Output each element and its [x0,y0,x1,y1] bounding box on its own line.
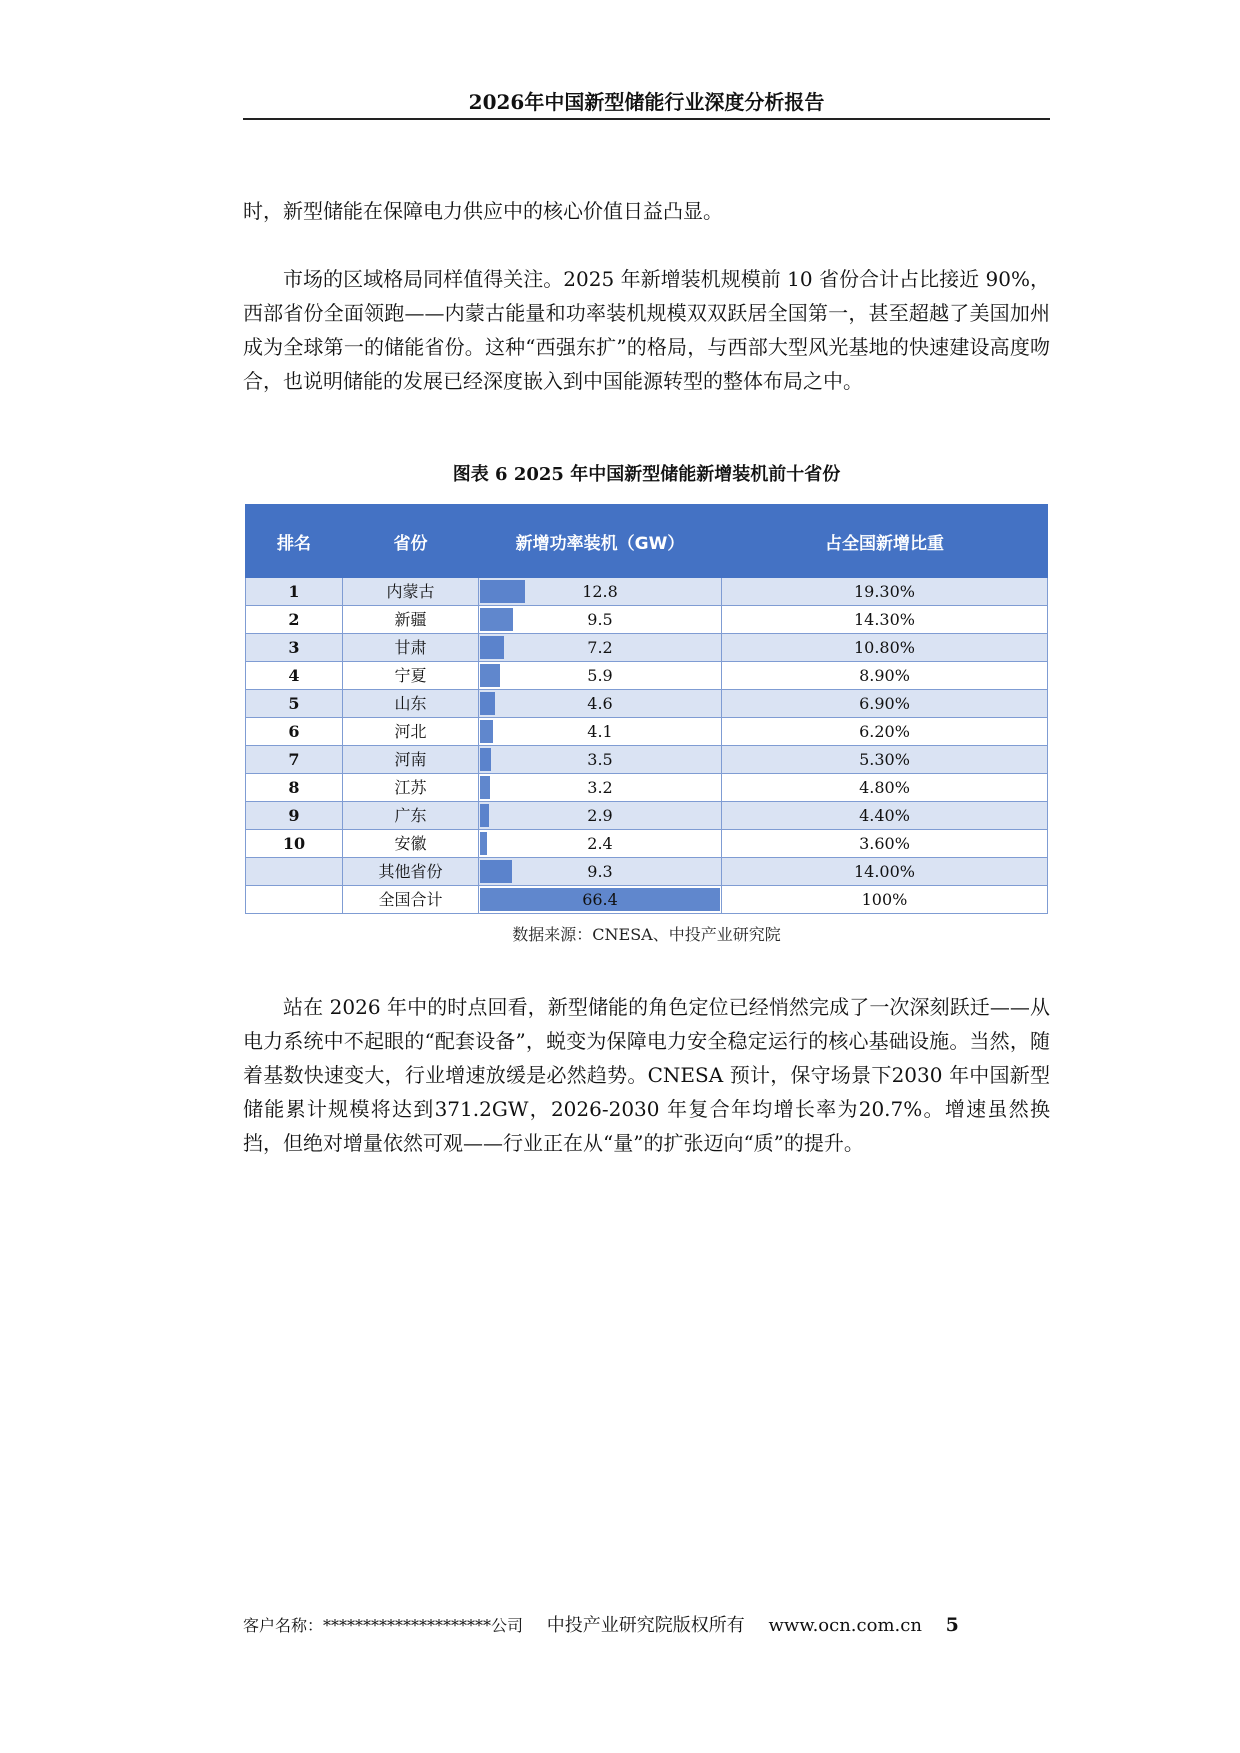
cell-province: 河南 [343,746,479,774]
table-row [246,746,1048,774]
paragraph-2: 市场的区域格局同样值得关注。2025 年新增装机规模前 10 省份合计占比接近 90%，西部省份全面领跑——内蒙古能量和功率装机规模双双跃居全国第一，甚至超越了美国加州成为全球第一的储能省份。这种“西强东扩”的格局，与西部大型风光基地的快速建设高度吻合，也说明储能的发展已经深度嵌入到中国能源转型的整体布局之中。 [243,267,1050,393]
cell-province: 山东 [343,690,479,718]
figure-title: 图表 6 2025 年中国新型储能新增装机前十省份 [452,464,841,485]
table-row [246,634,1048,662]
cell-rank: 5 [246,690,343,718]
footer-client: 客户名称：*********************公司 [243,1616,524,1635]
gw-data-bar [480,776,490,799]
cell-gw [479,858,722,886]
cell-gw [479,690,722,718]
cell-share: 14.30% [722,606,1048,634]
gw-data-bar [480,832,487,855]
table-header-row [246,505,1048,578]
figure-source: 数据来源：CNESA、中投产业研究院 [512,925,781,944]
table-row [246,802,1048,830]
cell-province: 甘肃 [343,634,479,662]
gw-data-bar [480,720,493,743]
cell-province: 广东 [343,802,479,830]
cell-share: 14.00% [722,858,1048,886]
cell-gw [479,774,722,802]
cell-gw [479,886,722,914]
gw-value: 5.9 [587,666,613,685]
cell-share: 8.90% [722,662,1048,690]
header-gw: 新增功率装机（GW） [479,505,722,578]
gw-value: 4.1 [587,722,613,741]
cell-share: 4.80% [722,774,1048,802]
cell-gw [479,606,722,634]
gw-value: 7.2 [587,638,613,657]
footer-copyright: 中投产业研究院版权所有 [546,1615,745,1636]
gw-value: 4.6 [587,694,613,713]
gw-data-bar [480,580,525,603]
gw-value: 66.4 [582,890,618,909]
cell-province: 安徽 [343,830,479,858]
paragraph-3: 站在 2026 年中的时点回看，新型储能的角色定位已经悄然完成了一次深刻跃迁——从电力系统中不起眼的“配套设备”，蜕变为保障电力安全稳定运行的核心基础设施。当然，随着基数快速变大，行业增速放缓是必然趋势。CNESA 预计，保守场景下2030 年中国新型储能累计规模将达到371.2GW，2026-2030 年复合年均增长率为20.7%。增速虽然换挡，但绝对增量依然可观——行业正在从“量”的扩张迈向“质”的提升。 [243,995,1050,1155]
cell-province: 新疆 [343,606,479,634]
page-number: 5 [945,1614,959,1636]
cell-gw [479,746,722,774]
cell-rank [246,886,343,914]
cell-gw [479,830,722,858]
cell-province: 河北 [343,718,479,746]
cell-rank: 7 [246,746,343,774]
cell-gw [479,634,722,662]
province-table [245,504,1048,914]
gw-data-bar [480,664,500,687]
footer-website: www.ocn.com.cn [768,1615,922,1636]
table-row [246,606,1048,634]
table-row [246,886,1048,914]
header-share: 占全国新增比重 [722,505,1048,578]
cell-share: 19.30% [722,578,1048,606]
cell-province: 全国合计 [343,886,479,914]
cell-gw [479,578,722,606]
table-row [246,858,1048,886]
table-row [246,662,1048,690]
paragraph-1: 时，新型储能在保障电力供应中的核心价值日益凸显。 [243,199,723,223]
table-row [246,578,1048,606]
cell-share: 6.20% [722,718,1048,746]
cell-province: 江苏 [343,774,479,802]
cell-rank: 10 [246,830,343,858]
cell-rank: 9 [246,802,343,830]
gw-value: 2.4 [587,834,613,853]
cell-province: 宁夏 [343,662,479,690]
gw-data-bar [480,608,513,631]
cell-gw [479,662,722,690]
cell-province: 内蒙古 [343,578,479,606]
cell-province: 其他省份 [343,858,479,886]
gw-value: 9.3 [587,862,613,881]
cell-share: 4.40% [722,802,1048,830]
cell-share: 3.60% [722,830,1048,858]
gw-value: 9.5 [587,610,613,629]
cell-gw [479,802,722,830]
table-body [246,578,1048,914]
cell-share: 10.80% [722,634,1048,662]
header-rule [243,118,1050,120]
cell-share: 6.90% [722,690,1048,718]
header-province: 省份 [343,505,479,578]
cell-rank: 6 [246,718,343,746]
cell-rank: 1 [246,578,343,606]
cell-rank [246,858,343,886]
table-row [246,690,1048,718]
gw-value: 3.2 [587,778,613,797]
cell-rank: 4 [246,662,343,690]
cell-rank: 2 [246,606,343,634]
table-row [246,718,1048,746]
cell-share: 5.30% [722,746,1048,774]
gw-data-bar [480,692,495,715]
table-row [246,774,1048,802]
header-title: 2026年中国新型储能行业深度分析报告 [468,90,825,114]
header-rank: 排名 [246,505,343,578]
cell-rank: 8 [246,774,343,802]
page-footer [243,1612,1050,1639]
cell-rank: 3 [246,634,343,662]
gw-data-bar [480,860,512,883]
gw-value: 2.9 [587,806,613,825]
table-row [246,830,1048,858]
cell-gw [479,718,722,746]
gw-data-bar [480,636,504,659]
cell-share: 100% [722,886,1048,914]
gw-data-bar [480,804,489,827]
gw-value: 3.5 [587,750,613,769]
gw-value: 12.8 [582,582,618,601]
gw-data-bar [480,748,491,771]
